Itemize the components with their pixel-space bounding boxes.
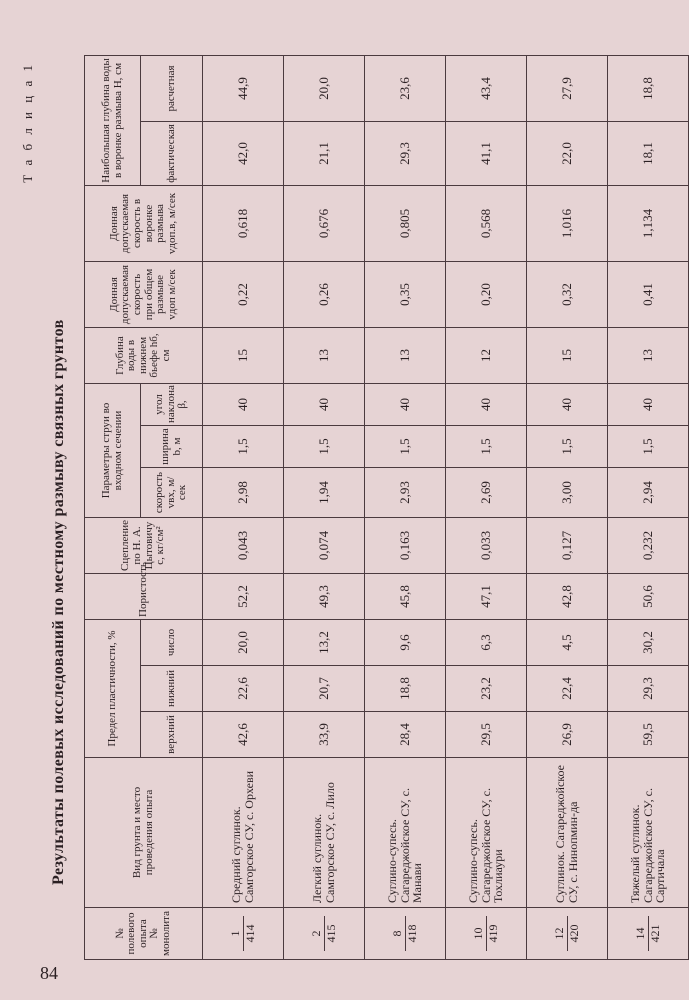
lower-pool-depth-cell: 15 [527, 327, 608, 383]
plasticity-upper-cell: 29,5 [446, 712, 527, 758]
max-depth-calculated-cell: 23,6 [365, 55, 446, 121]
table-row [446, 55, 527, 959]
table-row [365, 55, 446, 959]
experiment-number: 8 [391, 916, 406, 951]
monolith-number: 415 [324, 924, 338, 943]
plasticity-number-cell: 30,2 [608, 620, 689, 666]
header-lower-pool-depth: Глубина воды в нижнем бьефе hб, см [85, 327, 203, 383]
jet-speed-cell: 3,00 [527, 468, 608, 518]
plasticity-number-cell: 9,6 [365, 620, 446, 666]
experiment-number-cell [284, 908, 365, 960]
porosity-cell: 47,1 [446, 574, 527, 620]
max-depth-actual-cell: 42,0 [203, 121, 284, 185]
max-depth-calculated-cell: 43,4 [446, 55, 527, 121]
table-row [203, 55, 284, 959]
experiment-number-cell [446, 908, 527, 960]
plasticity-upper-cell: 28,4 [365, 712, 446, 758]
monolith-number: 419 [486, 924, 500, 943]
allowable-speed-funnel-cell: 0,805 [365, 185, 446, 261]
monolith-number: 414 [243, 924, 257, 943]
experiment-number-cell [365, 908, 446, 960]
soil-type-cell: Суглинок. Сагареджойское СУ, с. Нинопмин-да [527, 758, 608, 908]
jet-angle-cell: 40 [608, 383, 689, 425]
plasticity-lower-cell: 23,2 [446, 666, 527, 712]
allowable-speed-general-cell: 0,32 [527, 261, 608, 327]
jet-width-cell: 1,5 [608, 426, 689, 468]
header-max-depth-calculated: расчетная [141, 55, 203, 121]
max-depth-actual-cell: 18,1 [608, 121, 689, 185]
experiment-number: 1 [229, 916, 244, 951]
table-body [203, 55, 689, 959]
jet-speed-cell: 2,69 [446, 468, 527, 518]
results-table [84, 55, 689, 960]
jet-width-cell: 1,5 [284, 426, 365, 468]
cohesion-cell: 0,033 [446, 518, 527, 574]
header-max-depth: Наибольшая глубина воды в воронке размыва H, см [85, 55, 141, 185]
max-depth-actual-cell: 29,3 [365, 121, 446, 185]
header-jet-angle: угол наклона β, [141, 383, 203, 425]
header-experiment-number [85, 908, 203, 960]
jet-width-cell: 1,5 [365, 426, 446, 468]
allowable-speed-funnel-cell: 0,568 [446, 185, 527, 261]
jet-width-cell: 1,5 [527, 426, 608, 468]
allowable-speed-general-cell: 0,20 [446, 261, 527, 327]
plasticity-lower-cell: 18,8 [365, 666, 446, 712]
table-row [527, 55, 608, 959]
max-depth-calculated-cell: 27,9 [527, 55, 608, 121]
allowable-speed-general-cell: 0,22 [203, 261, 284, 327]
porosity-cell: 49,3 [284, 574, 365, 620]
allowable-speed-general-cell: 0,41 [608, 261, 689, 327]
jet-angle-cell: 40 [446, 383, 527, 425]
jet-width-cell: 1,5 [203, 426, 284, 468]
soil-type-cell: Тяжелый суглинок. Сагареджойское СУ, с. Сартичала [608, 758, 689, 908]
header-allowable-speed-general: Донная допускаемая скорость при общем размыве vдоп м/сек [85, 261, 203, 327]
allowable-speed-funnel-cell: 1,134 [608, 185, 689, 261]
page-number: 84 [40, 963, 58, 983]
header-allowable-speed-funnel: Донная допускаемая скорость в воронке размыва vдоп.в, м/сек [85, 185, 203, 261]
jet-width-cell: 1,5 [446, 426, 527, 468]
porosity-cell: 45,8 [365, 574, 446, 620]
monolith-number: 420 [567, 924, 581, 943]
experiment-number: 10 [472, 916, 487, 951]
soil-type-cell: Средний суглинок. Самгорское СУ, с. Орхеви [203, 758, 284, 908]
allowable-speed-general-cell: 0,35 [365, 261, 446, 327]
plasticity-upper-cell: 59,5 [608, 712, 689, 758]
cohesion-cell: 0,074 [284, 518, 365, 574]
cohesion-cell: 0,127 [527, 518, 608, 574]
max-depth-actual-cell: 21,1 [284, 121, 365, 185]
allowable-speed-general-cell: 0,26 [284, 261, 365, 327]
monolith-number: 418 [405, 924, 419, 943]
experiment-number-cell [203, 908, 284, 960]
experiment-number: 12 [553, 916, 568, 951]
plasticity-lower-cell: 20,7 [284, 666, 365, 712]
header-porosity: Пористость [85, 574, 203, 620]
plasticity-number-cell: 13,2 [284, 620, 365, 666]
lower-pool-depth-cell: 13 [608, 327, 689, 383]
header-plasticity-number: число [141, 620, 203, 666]
header-no-label: № полевого опыта [113, 912, 149, 955]
jet-angle-cell: 40 [284, 383, 365, 425]
max-depth-calculated-cell: 18,8 [608, 55, 689, 121]
table-label: Т а б л и ц а 1 [20, 62, 35, 183]
header-mono-label: № монолита [148, 911, 172, 956]
header-soil-type: Вид грунта и место проведения опыта [85, 758, 203, 908]
table-row [284, 55, 365, 959]
cohesion-cell: 0,043 [203, 518, 284, 574]
lower-pool-depth-cell: 13 [365, 327, 446, 383]
porosity-cell: 42,8 [527, 574, 608, 620]
soil-type-cell: Суглино-супесь. Сагареджойское СУ, с. Манави [365, 758, 446, 908]
experiment-number: 2 [310, 916, 325, 951]
jet-angle-cell: 40 [365, 383, 446, 425]
plasticity-upper-cell: 26,9 [527, 712, 608, 758]
header-max-depth-actual: фактическая [141, 121, 203, 185]
header-jet-speed: скорость vвх, м/сек [141, 468, 203, 518]
table-row [608, 55, 689, 959]
plasticity-upper-cell: 42,6 [203, 712, 284, 758]
header-plasticity: Предел пластичности, % [85, 620, 141, 758]
experiment-number: 14 [634, 916, 649, 951]
plasticity-lower-cell: 29,3 [608, 666, 689, 712]
jet-speed-cell: 2,93 [365, 468, 446, 518]
jet-speed-cell: 2,94 [608, 468, 689, 518]
header-jet-width: ширина b, м [141, 426, 203, 468]
plasticity-lower-cell: 22,6 [203, 666, 284, 712]
header-plasticity-upper: верхний [141, 712, 203, 758]
soil-type-cell: Легкий суглинок. Самгорское СУ, с. Лило [284, 758, 365, 908]
plasticity-upper-cell: 33,9 [284, 712, 365, 758]
porosity-cell: 50,6 [608, 574, 689, 620]
jet-speed-cell: 1,94 [284, 468, 365, 518]
max-depth-calculated-cell: 20,0 [284, 55, 365, 121]
plasticity-number-cell: 6,3 [446, 620, 527, 666]
lower-pool-depth-cell: 12 [446, 327, 527, 383]
jet-speed-cell: 2,98 [203, 468, 284, 518]
experiment-number-cell [608, 908, 689, 960]
plasticity-lower-cell: 22,4 [527, 666, 608, 712]
experiment-number-cell [527, 908, 608, 960]
header-plasticity-lower: нижний [141, 666, 203, 712]
jet-angle-cell: 40 [527, 383, 608, 425]
header-cohesion: Сцепление по Н. А. Цытовичу с, кг/см² [85, 518, 203, 574]
table-header [85, 55, 203, 959]
jet-angle-cell: 40 [203, 383, 284, 425]
table-caption: Результаты полевых исследований по местному размыву связных грунтов [50, 319, 67, 885]
cohesion-cell: 0,163 [365, 518, 446, 574]
plasticity-number-cell: 4,5 [527, 620, 608, 666]
allowable-speed-funnel-cell: 0,676 [284, 185, 365, 261]
max-depth-actual-cell: 22,0 [527, 121, 608, 185]
soil-type-cell: Суглино-супесь. Сагареджойское СУ, с. Тохлиаури [446, 758, 527, 908]
porosity-cell: 52,2 [203, 574, 284, 620]
lower-pool-depth-cell: 15 [203, 327, 284, 383]
plasticity-number-cell: 20,0 [203, 620, 284, 666]
max-depth-calculated-cell: 44,9 [203, 55, 284, 121]
lower-pool-depth-cell: 13 [284, 327, 365, 383]
cohesion-cell: 0,232 [608, 518, 689, 574]
allowable-speed-funnel-cell: 1,016 [527, 185, 608, 261]
allowable-speed-funnel-cell: 0,618 [203, 185, 284, 261]
monolith-number: 421 [648, 924, 662, 943]
header-jet-parameters: Параметры струи во входном сечении [85, 383, 141, 517]
max-depth-actual-cell: 41,1 [446, 121, 527, 185]
